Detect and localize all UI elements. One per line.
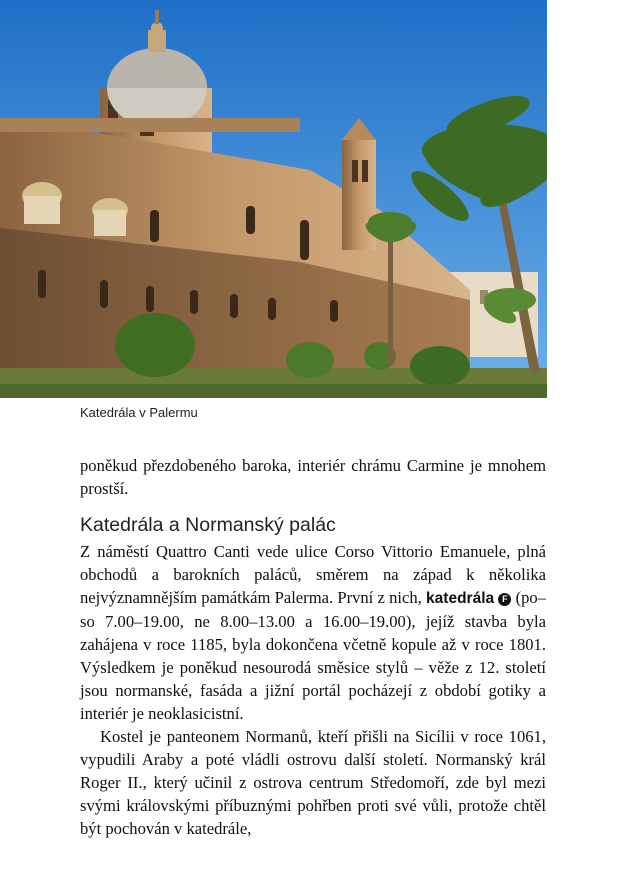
cathedral-keyword: katedrála bbox=[426, 590, 495, 607]
photo-caption: Katedrála v Palermu bbox=[80, 405, 198, 420]
paragraph-1-end: (po–so 7.00–19.00, ne 8.00–13.00 a 16.00–19.00), jejíž stavba byla zahájena v roce 1185, byla dokončena včetně kopule až v roce 1801. Výsledkem je poněkud nesourodá směsice stylů – věže z 12. století jsou normanské, fasáda a jižní portál pocházejí z období gotiky a interiér je neoklasicistní. bbox=[80, 588, 546, 723]
intro-text: poněkud přezdobeného baroka, interiér chrámu Carmine je mnohem prostší. bbox=[80, 456, 546, 498]
paragraph-1 bbox=[80, 540, 546, 725]
section-body bbox=[80, 540, 546, 840]
palermo-cathedral-photo bbox=[0, 0, 547, 398]
paragraph-2: Kostel je panteonem Normanů, kteří přišli na Sicílii v roce 1061, vypudili Araby a poté vládli ostrovu další století. Normanský král Roger II., který učinil z ostrova centrum Středomoří, zde byl mezi svými královskými příbuznými pohřben proti své vůli, protože chtěl být pochován v katedrále, bbox=[80, 727, 546, 838]
paragraph-1-start: Z náměstí Quattro Canti vede ulice Corso Vittorio Emanuele, plná obchodů a barokních paláců, směrem na západ k několika nejvýznamnějším památkám Palerma. První z nich, bbox=[80, 542, 546, 607]
map-marker-icon: F bbox=[498, 593, 511, 606]
intro-paragraph bbox=[80, 454, 546, 500]
section-heading: Katedrála a Normanský palác bbox=[80, 514, 336, 536]
